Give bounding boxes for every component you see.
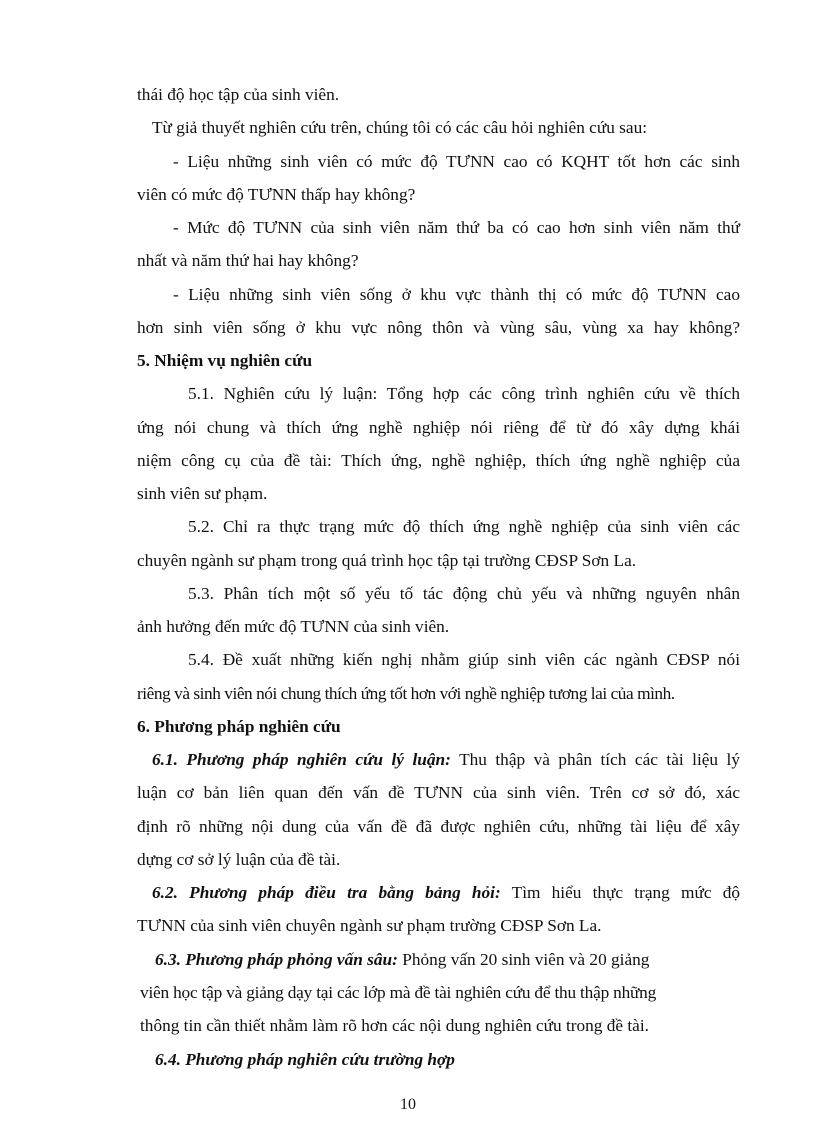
body-line: riêng và sinh viên nói chung thích ứng tốt hơn với nghề nghiệp tương lai của mình. [137,684,675,703]
section-heading-6: 6. Phương pháp nghiên cứu [137,717,341,736]
body-line: ảnh hưởng đến mức độ TƯNN của sinh viên. [137,617,450,636]
method-title: 6.2. Phương pháp điều tra bằng bảng hỏi: [152,883,501,902]
task-item: 5.2. Chỉ ra thực trạng mức độ thích ứng nghề nghiệp của sinh viên các [188,517,740,536]
question-item: - Liệu những sinh viên có mức độ TƯNN cao có KQHT tốt hơn các sinh [173,152,740,171]
task-item: 5.3. Phân tích một số yếu tố tác động chủ yếu và những nguyên nhân [188,584,740,603]
body-line: viên học tập và giảng dạy tại các lớp mà đề tài nghiên cứu để thu thập những [140,983,657,1002]
method-text: Tìm hiểu thực trạng mức độ [500,883,740,902]
body-line: sinh viên sư phạm. [137,484,268,503]
method-title: 6.3. Phương pháp phỏng vấn sâu: [155,950,398,969]
body-line: hơn sinh viên sống ở khu vực nông thôn và vùng sâu, vùng xa hay không? [137,318,740,337]
method-6-3 [155,949,649,971]
section-heading-5: 5. Nhiệm vụ nghiên cứu [137,351,313,370]
body-line: viên có mức độ TƯNN thấp hay không? [137,185,416,204]
method-text: Thu thập và phân tích các tài liệu lý [450,750,740,769]
body-line: luận cơ bản liên quan đến vấn đề TƯNN của sinh viên. Trên cơ sở đó, xác [137,783,740,802]
body-line: nhất và năm thứ hai hay không? [137,251,359,270]
task-item: 5.4. Đề xuất những kiến nghị nhằm giúp sinh viên các ngành CĐSP nói [188,650,740,669]
method-6-2 [152,882,740,904]
question-item: - Liệu những sinh viên sống ở khu vực thành thị có mức độ TƯNN cao [173,285,740,304]
body-line: thông tin cần thiết nhằm làm rõ hơn các nội dung nghiên cứu trong đề tài. [140,1016,649,1035]
method-text: Phỏng vấn 20 sinh viên và 20 giảng [397,950,650,969]
body-line: chuyên ngành sư phạm trong quá trình học tập tại trường CĐSP Sơn La. [137,551,637,570]
task-item: 5.1. Nghiên cứu lý luận: Tổng hợp các công trình nghiên cứu về thích [188,384,740,403]
body-line: định rõ những nội dung của vấn đề đã được nghiên cứu, những tài liệu để xây [137,817,740,836]
body-line: ứng nói chung và thích ứng nghề nghiệp nói riêng để từ đó xây dựng khái [137,418,740,437]
body-line: niệm công cụ của đề tài: Thích ứng, nghề nghiệp, thích ứng nghề nghiệp của [137,451,740,470]
page-number: 10 [400,1096,416,1113]
body-line: Từ giả thuyết nghiên cứu trên, chúng tôi có các câu hỏi nghiên cứu sau: [152,118,648,137]
method-6-1 [152,749,740,771]
body-line: dựng cơ sở lý luận của đề tài. [137,850,341,869]
question-item: - Mức độ TƯNN của sinh viên năm thứ ba có cao hơn sinh viên năm thứ [173,218,740,237]
body-line: thái độ học tập của sinh viên. [137,85,340,104]
body-line: TƯNN của sinh viên chuyên ngành sư phạm trường CĐSP Sơn La. [137,916,602,935]
method-6-4-title: 6.4. Phương pháp nghiên cứu trường hợp [155,1050,455,1069]
method-title: 6.1. Phương pháp nghiên cứu lý luận: [152,750,451,769]
